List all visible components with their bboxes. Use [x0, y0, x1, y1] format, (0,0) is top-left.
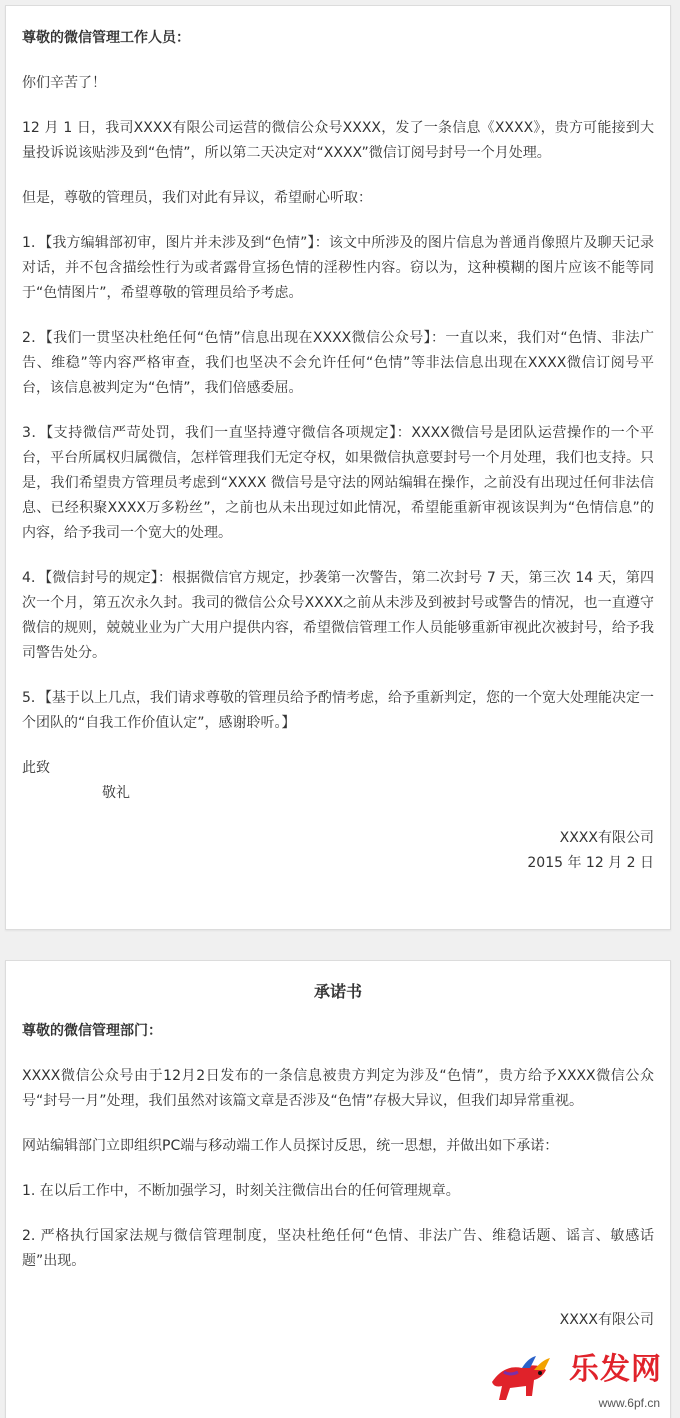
- pledge-paragraph-2: 网站编辑部门立即组织PC端与移动端工作人员探讨反思，统一思想，并做出如下承诺：: [22, 1138, 559, 1154]
- pledge-item-1: 1. 在以后工作中，不断加强学习，时刻关注微信出台的任何管理规章。: [22, 1183, 460, 1199]
- pledge-greeting: 尊敬的微信管理部门：: [22, 1023, 162, 1039]
- letter-closing-regards: 敬礼: [102, 785, 130, 801]
- pledge-title: 承诺书: [313, 982, 362, 1001]
- letter-intro-paragraph: 12 月 1 日，我司XXXX有限公司运营的微信公众号XXXX，发了一条信息《XXXX》，贵方可能接到大量投诉说该贴涉及到“色情”，所以第二天决定对“XXXX”微信订阅号封号一个月处理。: [22, 120, 654, 161]
- appeal-letter-card: [5, 5, 671, 930]
- pledge-item-2: 2. 严格执行国家法规与微信管理制度，坚决杜绝任何“色情、非法广告、维稳话题、谣言、敏感话题”出现。: [22, 1228, 654, 1269]
- watermark-url: www.6pf.cn: [598, 1396, 660, 1410]
- letter-point-2: 2．【我们一贯坚决杜绝任何“色情”信息出现在XXXX微信公众号】：一直以来，我们对“色情、非法广告、维稳”等内容严格审查，我们也坚决不会允许任何“色情”等非法信息出现在XXXX微信订阅号平台，该信息被判定为“色情”，我们倍感委屈。: [22, 330, 654, 396]
- letter-point-5: 5．【基于以上几点，我们请求尊敬的管理员给予酌情考虑，给予重新判定，您的一个宽大处理能决定一个团队的“自我工作价值认定”，感谢聆听。】: [22, 690, 654, 731]
- pledge-signature: XXXX有限公司: [559, 1312, 654, 1328]
- letter-point-1: 1．【我方编辑部初审，图片并未涉及到“色情”】：该文中所涉及的图片信息为普通肖像照片及聊天记录对话，并不包含描绘性行为或者露骨宣扬色情的淫秽性内容。窃以为，这种模糊的图片应该不能等同于“色情图片”，希望尊敬的管理员给予考虑。: [22, 235, 654, 301]
- watermark-brand-text: 乐发网: [569, 1352, 662, 1387]
- letter-objection-paragraph: 但是，尊敬的管理员，我们对此有异议，希望耐心听取：: [22, 190, 372, 206]
- bull-logo-icon: [484, 1342, 554, 1408]
- letter-point-3: 3．【支持微信严苛处罚，我们一直坚持遵守微信各项规定】：XXXX微信号是团队运营操作的一个平台，平台所属权归属微信，怎样管理我们无定夺权，如果微信执意要封号一个月处理，我们也支持。只是，我们希望贵方管理员考虑到“XXXX 微信号是守法的网站编辑在操作，之前没有出现过任何非法信息、已经积聚XXXX万多粉丝”，之前也从未出现过如此情况，希望能重新审视该误判为“色情信息”的内容，给予我司一个宽大的处理。: [22, 425, 654, 541]
- letter-signature: XXXX有限公司: [559, 830, 654, 846]
- letter-point-4: 4．【微信封号的规定】：根据微信官方规定，抄袭第一次警告，第二次封号 7 天，第三次 14 天，第四次一个月，第五次永久封。我司的微信公众号XXXX之前从未涉及到被封号或警告的情况，也一直遵守微信的规则，兢兢业业为广大用户提供内容，希望微信管理工作人员能够重新审视此次被封号，给予我司警告处分。: [22, 570, 654, 661]
- letter-date: 2015 年 12 月 2 日: [527, 855, 654, 871]
- site-watermark: [484, 1336, 674, 1414]
- letter-thanks: 你们辛苦了！: [22, 75, 106, 91]
- pledge-paragraph-1: XXXX微信公众号由于12月2日发布的一条信息被贵方判定为涉及“色情”，贵方给予XXXX微信公众号“封号一月”处理，我们虽然对该篇文章是否涉及“色情”存极大异议，但我们却异常重视。: [22, 1068, 654, 1109]
- letter-closing-salutation: 此致: [22, 760, 50, 776]
- letter-greeting: 尊敬的微信管理工作人员：: [22, 30, 190, 46]
